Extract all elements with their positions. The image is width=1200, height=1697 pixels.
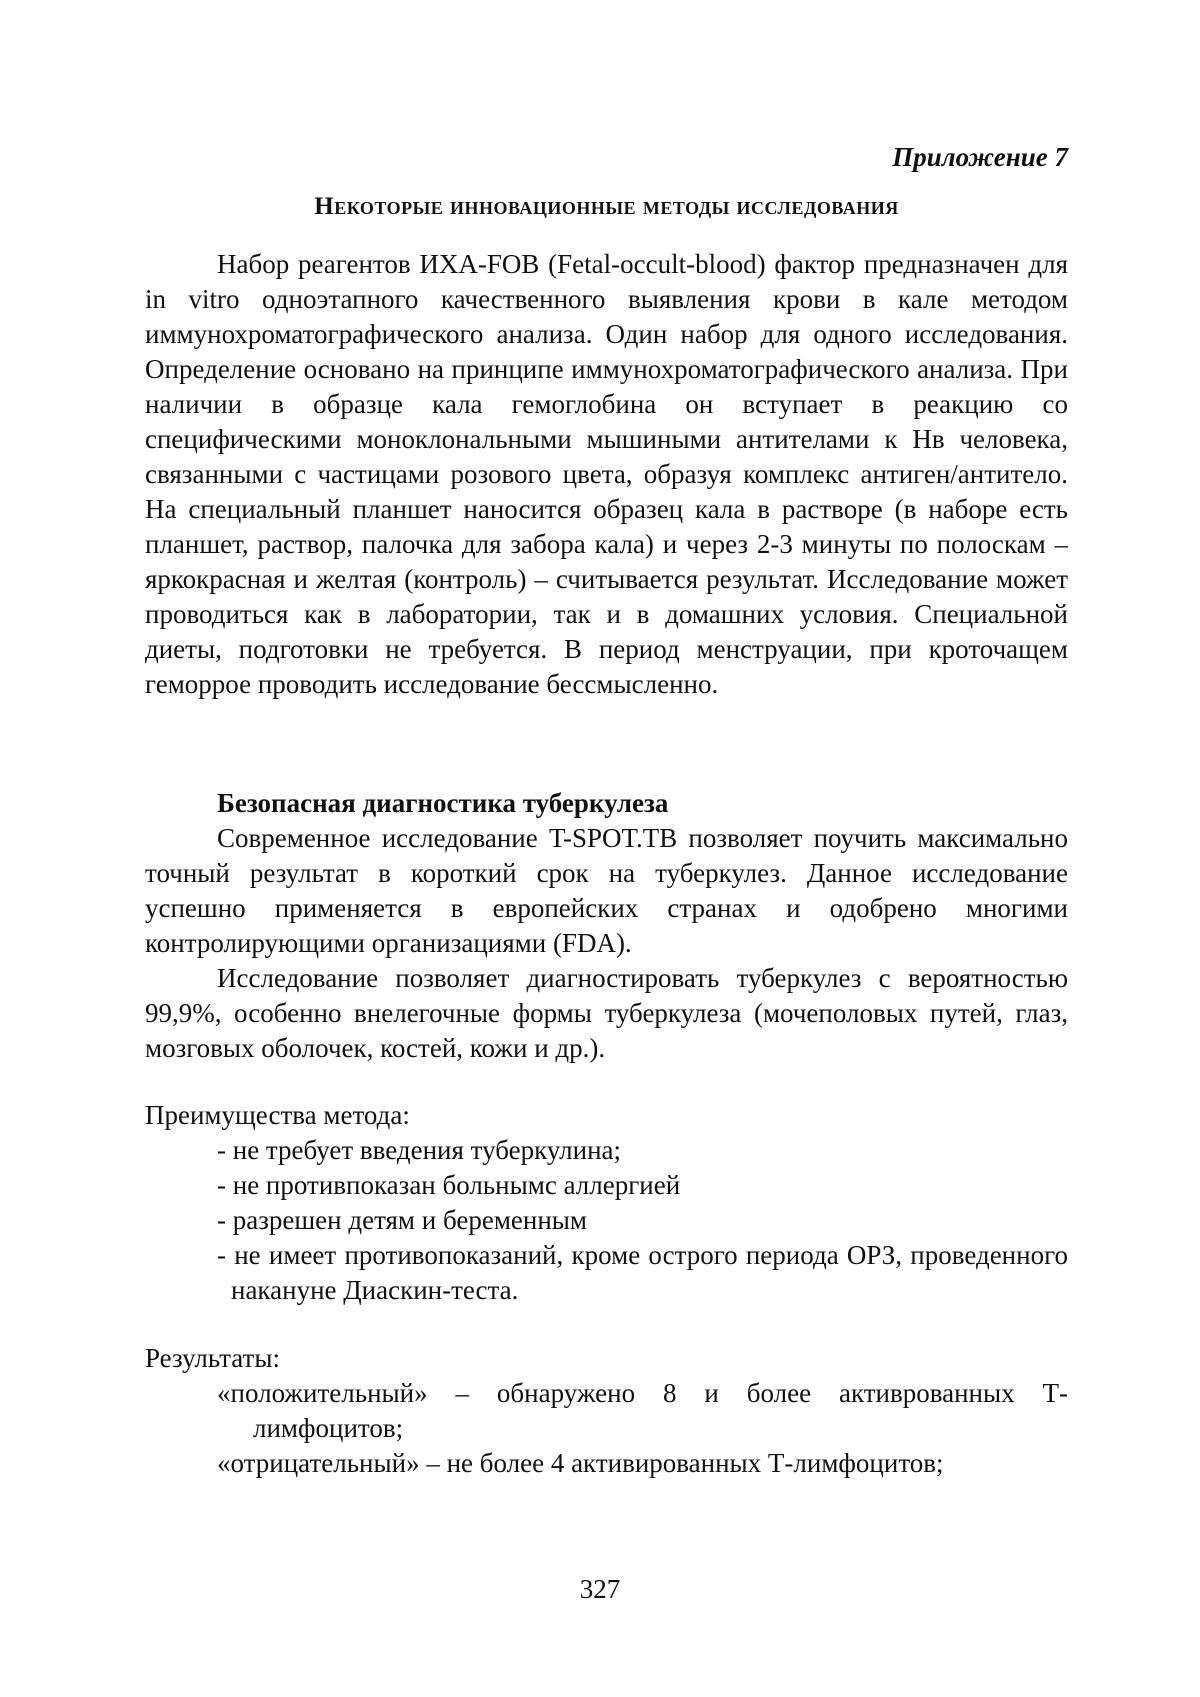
page-number: 327 bbox=[579, 1574, 621, 1604]
tb-section bbox=[145, 821, 1068, 1066]
list-item: «отрицательный» – не более 4 активированных Т-лимфоцитов; bbox=[217, 1448, 944, 1478]
tb-section-heading: Безопасная диагностика туберкулеза bbox=[217, 788, 669, 818]
tb-paragraph-2: Исследование позволяет диагностировать туберкулез с вероятностью 99,9%, особенно внелегочные формы туберкулеза (мочеполовых путей, глаз, мозговых оболочек, костей, кожи и др.). bbox=[145, 963, 1068, 1063]
list-item: - не требует введения туберкулина; bbox=[217, 1135, 622, 1165]
intro-section bbox=[145, 247, 1068, 702]
results-heading: Результаты: bbox=[145, 1343, 280, 1373]
list-item: - не имеет противопоказаний, кроме острого периода ОРЗ, проведенного накануне Диаскин-теста. bbox=[217, 1240, 1068, 1305]
results-list bbox=[217, 1376, 1068, 1481]
list-item: «положительный» – обнаружено 8 и более активрованных Т-лимфоцитов; bbox=[217, 1378, 1068, 1443]
intro-paragraph: Набор реагентов ИХА-FOB (Fetal-occult-blood) фактор предназначен для in vitro одноэтапного качественного выявления крови в кале методом иммунохроматографического анализа. Один набор для одного исследования. Определение основано на принципе иммунохроматографического анализа. При наличии в образце кала гемоглобина он вступает в реакцию со специфическими моноклональными мышиными антителами к Hв человека, связанными с частицами розового цвета, образуя комплекс антиген/антитело. На специальный планшет наносится образец кала в растворе (в наборе есть планшет, раствор, палочка для забора кала) и через 2-3 минуты по полоскам – яркокрасная и желтая (контроль) – считывается результат. Исследование может проводиться как в лаборатории, так и в домашних условия. Специальной диеты, подготовки не требуется. В период менструации, при кроточащем геморрое проводить исследование бессмысленно. bbox=[145, 249, 1068, 699]
appendix-label: Приложение 7 bbox=[892, 142, 1068, 172]
tb-paragraph-1: Современное исследование T-SPOT.TB позволяет поучить максимально точный результат в короткий срок на туберкулез. Данное исследование успешно применяется в европейских странах и одобрено многими контролирующими организациями (FDA). bbox=[145, 823, 1068, 958]
advantages-heading: Преимущества метода: bbox=[145, 1100, 410, 1130]
page-title: Некоторые инновационные методы исследования bbox=[314, 193, 899, 220]
advantages-list bbox=[217, 1133, 1068, 1308]
list-item: - не противпоказан больнымс аллергией bbox=[217, 1170, 681, 1200]
list-item: - разрешен детям и беременным bbox=[217, 1205, 588, 1235]
